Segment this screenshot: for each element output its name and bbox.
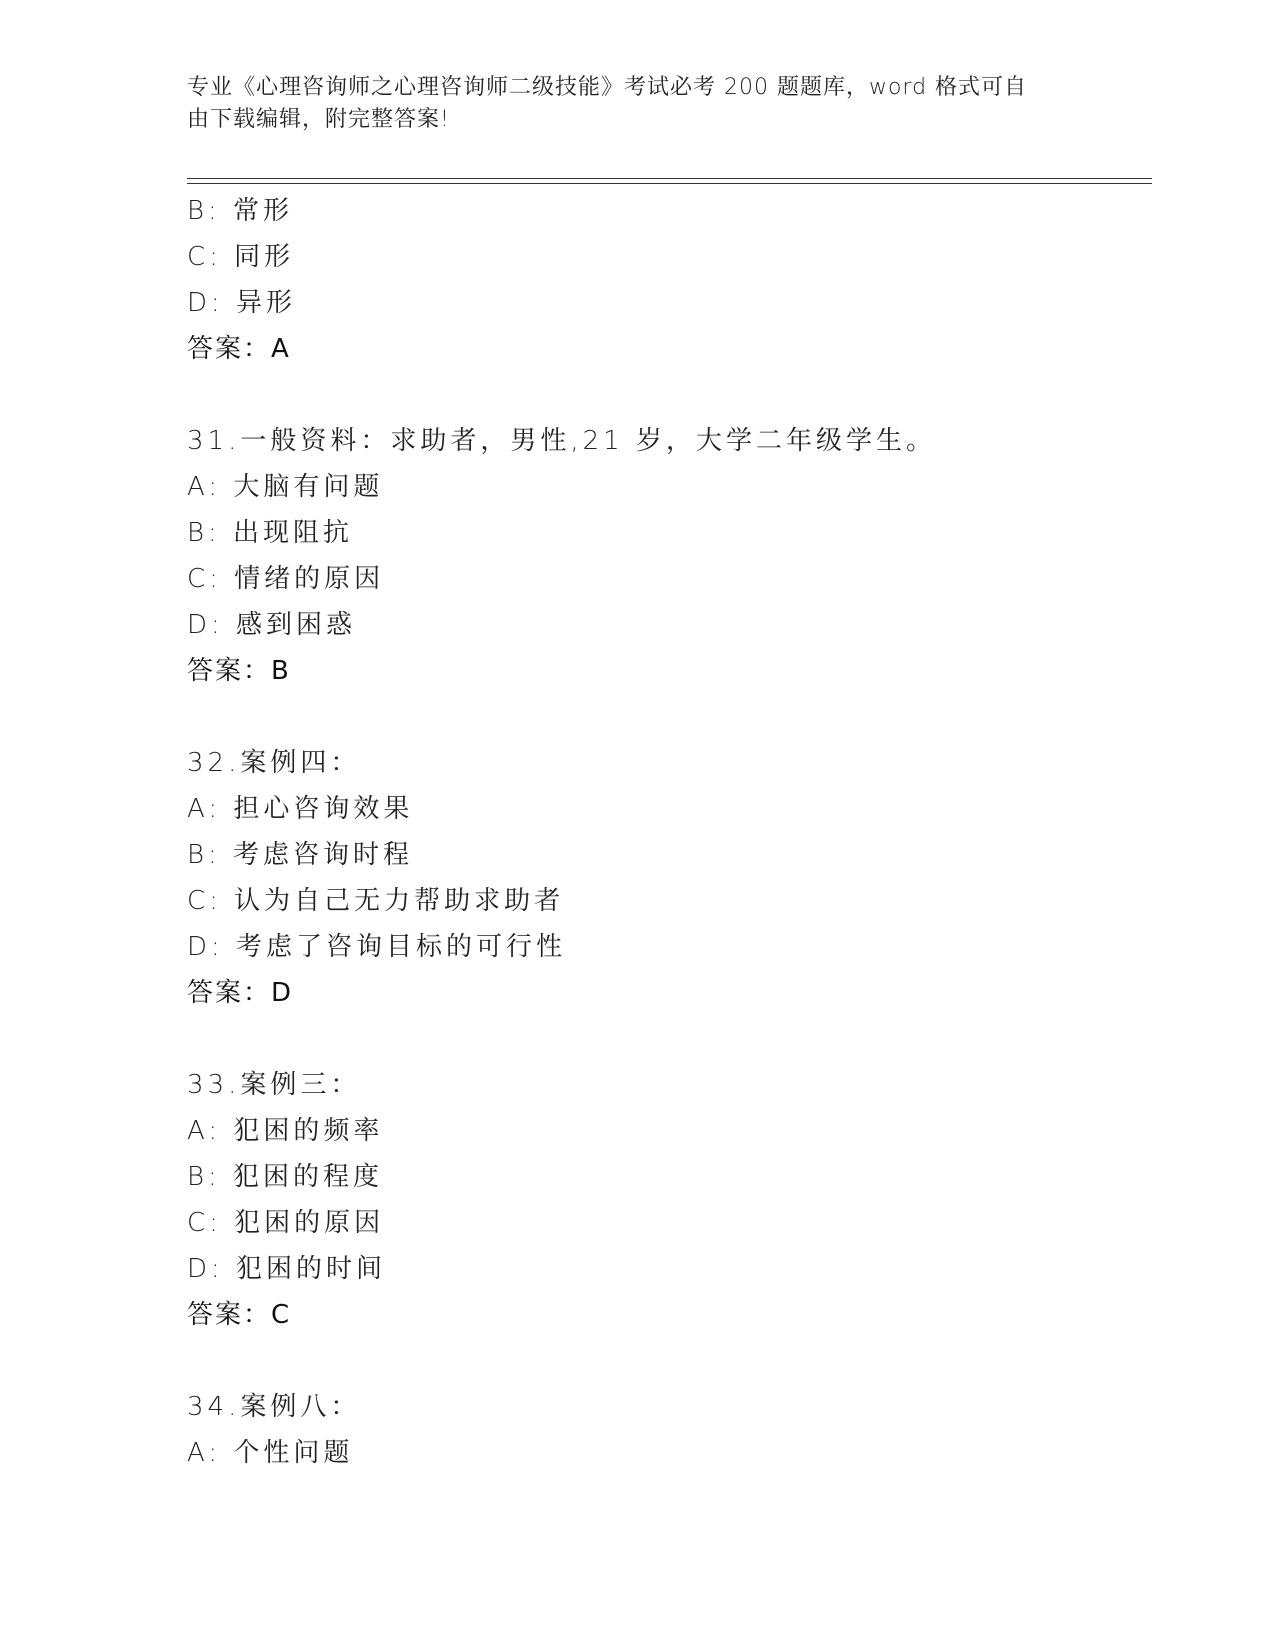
header-line-2: 由下载编辑，附完整答案! [187,107,450,132]
option-a: A: 犯困的频率 [187,1116,384,1146]
option-b: B: 考虑咨询时程 [187,840,414,870]
question-text: 31.一般资料：求助者，男性,21 岁，大学二年级学生。 [187,426,936,456]
option-d: D: 感到困惑 [187,610,357,640]
option-d: D: 考虑了咨询目标的可行性 [187,932,567,962]
question-30 [187,188,1147,372]
option-b: B: 犯困的程度 [187,1162,384,1192]
option-c: C: 情绪的原因 [187,564,385,594]
question-33 [187,1062,1147,1338]
answer-line: 答案：D [187,978,294,1008]
question-31 [187,418,1147,694]
option-c: C: 同形 [187,242,295,272]
answer-line: 答案：C [187,1300,292,1330]
spacer [187,1016,1147,1062]
question-32 [187,740,1147,1016]
option-a: A: 大脑有问题 [187,472,384,502]
answer-line: 答案：B [187,656,291,686]
option-b: B: 常形 [187,196,294,226]
header-divider-bottom [187,183,1152,184]
option-c: C: 犯困的原因 [187,1208,385,1238]
spacer [187,694,1147,740]
option-b: B: 出现阻抗 [187,518,354,548]
option-c: C: 认为自己无力帮助求助者 [187,886,565,916]
option-a: A: 担心咨询效果 [187,794,414,824]
question-text: 33.案例三： [187,1070,361,1100]
question-list [187,188,1147,1476]
option-d: D: 犯困的时间 [187,1254,387,1284]
question-34 [187,1384,1147,1476]
spacer [187,1338,1147,1384]
spacer [187,372,1147,418]
question-text: 32.案例四： [187,748,361,778]
option-d: D: 异形 [187,288,297,318]
header-divider-top [187,178,1152,179]
document-header [187,72,1067,136]
answer-line: 答案：A [187,334,291,364]
question-text: 34.案例八： [187,1392,361,1422]
header-line-1: 专业《心理咨询师之心理咨询师二级技能》考试必考 200 题题库，word 格式可自 [187,75,1028,100]
option-a: A: 个性问题 [187,1438,354,1468]
